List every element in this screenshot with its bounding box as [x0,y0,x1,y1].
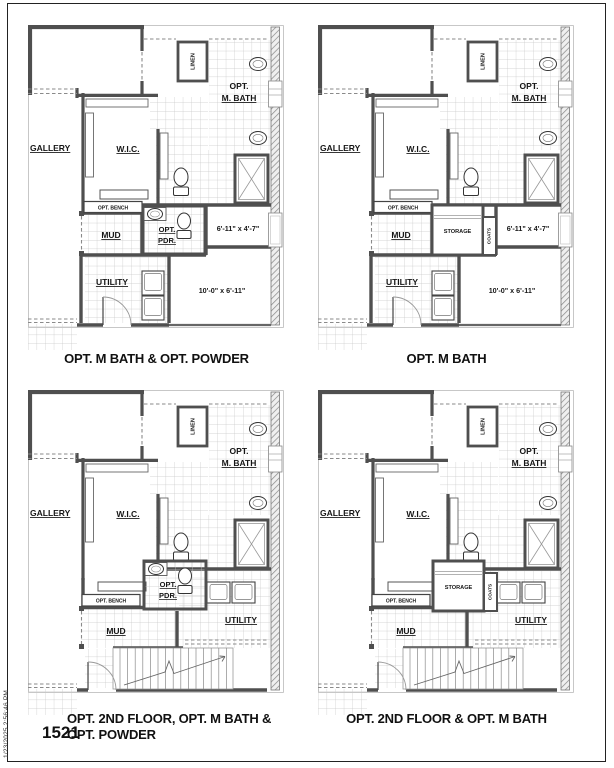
floor-plan-option-1 [28,25,285,351]
plan-caption-4: OPT. 2ND FLOOR & OPT. M BATH [346,711,547,726]
plan-caption-3-line1: OPT. 2ND FLOOR, OPT. M BATH & [67,711,272,726]
plot-timestamp: 1/23/2025 2:56:46 PM [3,690,10,758]
plan-caption-2: OPT. M BATH [406,351,487,366]
plan-caption-1: OPT. M BATH & OPT. POWDER [64,351,249,366]
sheet-number: 1521 [42,723,80,742]
floor-plan-option-2 [318,25,575,351]
floor-plan-option-3 [28,390,285,716]
floor-plan-option-4 [318,390,575,716]
plan-caption-3-line2: OPT. POWDER [67,727,156,742]
plan-caption-3 [67,711,271,743]
